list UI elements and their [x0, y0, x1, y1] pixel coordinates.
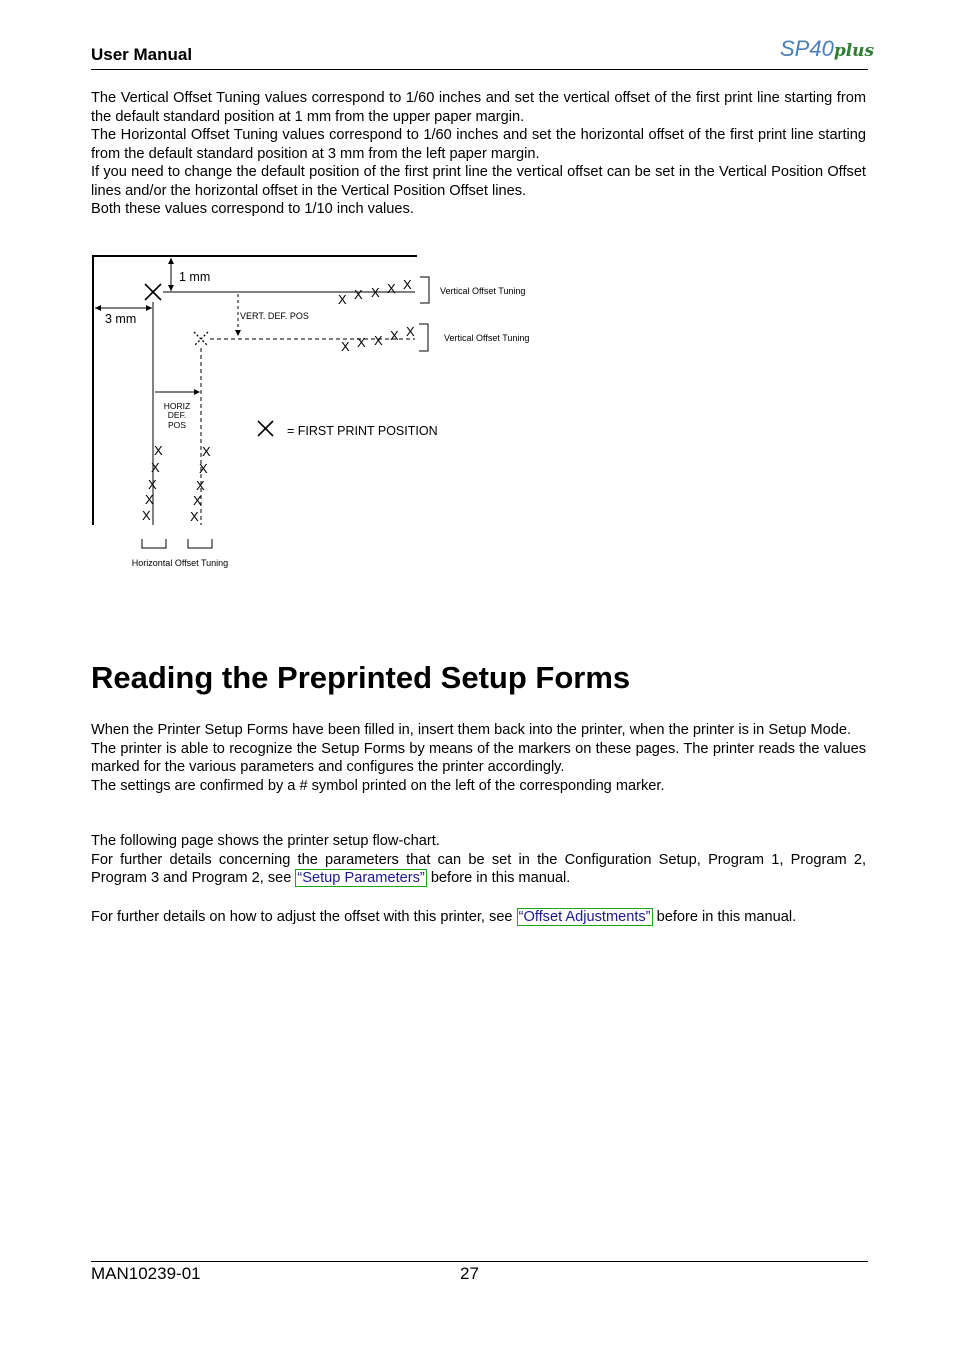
horiz-def-pos-arrow: [194, 389, 200, 395]
section-paragraph: The settings are confirmed by a # symbol printed on the left of the corresponding marker.: [91, 777, 665, 794]
x-mark: X: [390, 328, 399, 343]
label-pos: POS: [168, 420, 186, 430]
logo-main: SP40: [780, 36, 834, 61]
intro-paragraph: If you need to change the default position of the first print line the vertical offset can be set in the Vertical Position Offset lines and/or the horizontal offset in the Vertical Position Offset lines.: [91, 164, 866, 199]
x-mark: X: [148, 477, 157, 492]
x-mark: X: [371, 285, 380, 300]
vertical-tuning-bracket-2: [419, 324, 428, 351]
section-heading: Reading the Preprinted Setup Forms: [91, 660, 631, 695]
x-mark: X: [199, 461, 208, 476]
vert-def-pos-arrow: [235, 330, 241, 336]
label-vertical-offset-tuning-2: Vertical Offset Tuning: [444, 333, 530, 343]
section-paragraph: When the Printer Setup Forms have been filled in, insert them back into the printer, when the printer is in Setup Mode.: [91, 722, 852, 738]
x-mark: X: [354, 287, 363, 302]
label-vert-def-pos: VERT. DEF. POS: [240, 311, 309, 321]
label-vertical-offset-tuning-1: Vertical Offset Tuning: [440, 286, 526, 296]
label-horizontal-offset-tuning: Horizontal Offset Tuning: [131, 558, 229, 568]
x-mark: X: [387, 281, 396, 296]
details-paragraph: [91, 851, 866, 888]
label-def: DEF.: [167, 410, 187, 420]
x-mark: X: [374, 333, 383, 348]
x-mark: X: [193, 493, 202, 508]
logo-suffix: plus: [833, 41, 875, 61]
section-paragraph: The printer is able to recognize the Setup Forms by means of the markers on these pages. The printer reads the values marked for the various parameters and configures the printer accordingly.: [91, 740, 866, 775]
x-mark: X: [142, 508, 151, 523]
label-1mm: 1 mm: [179, 270, 211, 284]
section-body: [91, 721, 866, 795]
x-mark: X: [341, 339, 350, 354]
offset-paragraph: [91, 908, 866, 927]
dim-3mm-arrow-right: [146, 305, 152, 311]
x-mark: X: [154, 443, 163, 458]
x-mark: X: [151, 460, 160, 475]
intro-paragraph: The Vertical Offset Tuning values correspond to 1/60 inches and set the vertical offset of the first print line starting from the default standard position at 1 mm from the upper paper margin.: [91, 90, 866, 125]
details-suffix: before in this manual.: [426, 870, 571, 886]
dim-1mm-arrow-up: [168, 258, 174, 264]
intro-paragraph: The Horizontal Offset Tuning values correspond to 1/60 inches and set the horizontal offset of the first print line starting from the default standard position at 3 mm from the left paper margin.: [91, 127, 866, 162]
x-mark: X: [190, 509, 199, 524]
x-mark: X: [406, 324, 415, 339]
offset-block: [91, 908, 866, 927]
x-mark: X: [202, 444, 211, 459]
details-block: [91, 832, 866, 888]
flowchart-line: The following page shows the printer setup flow-chart.: [91, 833, 440, 849]
dim-1mm-arrow-down: [168, 285, 174, 291]
intro-paragraph: Both these values correspond to 1/10 inch values.: [91, 201, 414, 217]
details-prefix: For further details concerning the parameters that can be set in the Configuration Setup, Program 1, Program 2, Program 3 and Program 2, see: [91, 851, 866, 886]
doc-code: MAN10239-01: [91, 1264, 201, 1283]
page-number: 27: [460, 1264, 479, 1283]
label-3mm: 3 mm: [105, 312, 137, 326]
x-mark: X: [338, 292, 347, 307]
x-mark: X: [145, 492, 154, 507]
offset-diagram: [0, 0, 954, 620]
footer-rule: [91, 1261, 868, 1262]
horizontal-tuning-bracket-2: [188, 539, 212, 548]
offset-adjustments-link[interactable]: “Offset Adjustments”: [518, 909, 651, 925]
setup-parameters-link[interactable]: “Setup Parameters”: [297, 870, 425, 886]
horizontal-tuning-bracket-1: [142, 539, 166, 548]
legend-text: = FIRST PRINT POSITION: [287, 424, 438, 438]
vertical-tuning-bracket-1: [420, 277, 429, 303]
x-mark: X: [357, 335, 366, 350]
x-mark: X: [196, 478, 205, 493]
label-horiz: HORIZ: [163, 401, 191, 411]
offset-prefix: For further details on how to adjust the offset with this printer, see: [91, 909, 517, 925]
offset-suffix: before in this manual.: [652, 909, 797, 925]
header-title: User Manual: [91, 45, 193, 64]
x-mark: X: [403, 277, 412, 292]
dim-3mm-arrow-left: [95, 305, 101, 311]
